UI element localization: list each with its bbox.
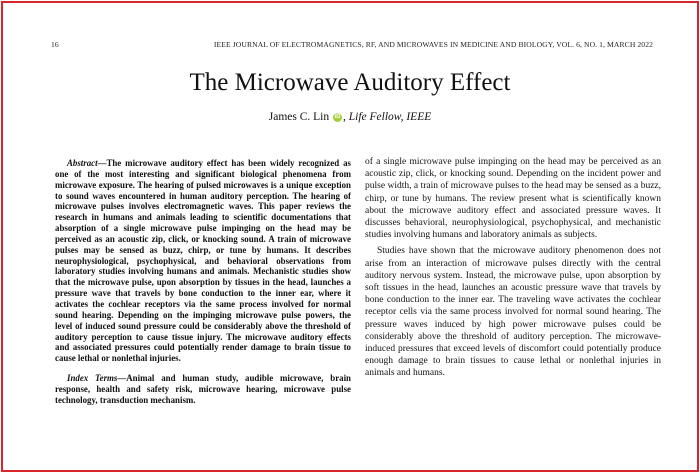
abstract [55,158,351,364]
left-column [55,158,351,406]
page-frame [1,1,699,472]
page-number: 16 [51,40,59,49]
orcid-icon[interactable]: iD [334,114,341,120]
abstract-text: —The microwave auditory effect has been widely recognized as one of the most interesting and significant biological phenomena from microwave exposure. The hearing of pulsed microwaves is a unique exception to sound waves encountered in human auditory perception. The hearing of microwave pulses involves electromagnetic waves. This paper reviews the research in humans and animals leading to scientific documentations that absorption of a single microwave pulse impinging on the head may be perceived as an acoustic zip, click, or knocking sound. A train of microwave pulses may be sensed as buzz, chirp, or tune by humans. It describes neurophysiological, psychophysical, and behavioral observations from laboratory studies involving humans and animals. Mechanistic studies show that the microwave pulse, upon absorption by tissues in the head, launches a pressure wave that travels by bone conduction to the inner ear, where it activates the cochlear receptors via the same process involved for normal sound hearing. Depending on the impinging microwave pulse powers, the level of induced sound pressure could be considerably above the threshold of auditory perception to cause tissue injury. The microwave auditory effects and associated pressures could potentially render damage to brain tissue to cause lethal or nonlethal injuries. [55,158,351,364]
author-affiliation: Life Fellow, IEEE [348,111,432,123]
right-column [365,156,661,380]
index-terms-label: Index Terms [67,373,118,384]
body-paragraph-2: Studies have shown that the microwave auditory phenomenon does not arise from an interaction of microwave pulses directly with the central auditory nervous system. Instead, the microwave pulse, upon absorption by soft tissues in the head, launches an acoustic pressure wave that travels by bone conduction to the inner ear. The traveling wave activates the cochlear receptor cells via the same process involved for normal sound hearing. The pressure waves induced by high power microwave pulses could be considerably above the threshold of auditory perception. The microwave-induced pressures that exceed levels of discomfort could potentially produce enough damage to brain tissues to cause lethal or nonlethal injuries in animals and humans. [365,246,661,379]
index-terms [55,373,351,406]
author-comma: , [342,111,349,123]
index-terms-text: —Animal and human study, audible microwave, brain response, health and safety risk, microwave hearing, microwave pulse technology, transduction mechanism. [55,373,351,405]
abstract-label: Abstract [67,158,98,168]
author-line [3,111,697,123]
journal-citation: IEEE JOURNAL OF ELECTROMAGNETICS, RF, AND MICROWAVES IN MEDICINE AND BIOLOGY, VOL. 6, NO. 1, MARCH 2022 [213,40,653,49]
author-name: James C. Lin [268,111,330,123]
paper-title: The Microwave Auditory Effect [189,69,511,96]
body-paragraph-1: of a single microwave pulse impinging on the head may be perceived as an acoustic zip, click, or knocking sound. Depending on the incident power and pulse width, a train of microwave pulses to the head may be sensed as a buzz, chirp, or tune by humans. The review present what is scientifically known about the microwave auditory effect and associated pressure waves. It discusses behavioral, neurophysiological, psychophysical, and mechanistic studies involving humans and laboratory animals as subjects. [365,157,661,241]
